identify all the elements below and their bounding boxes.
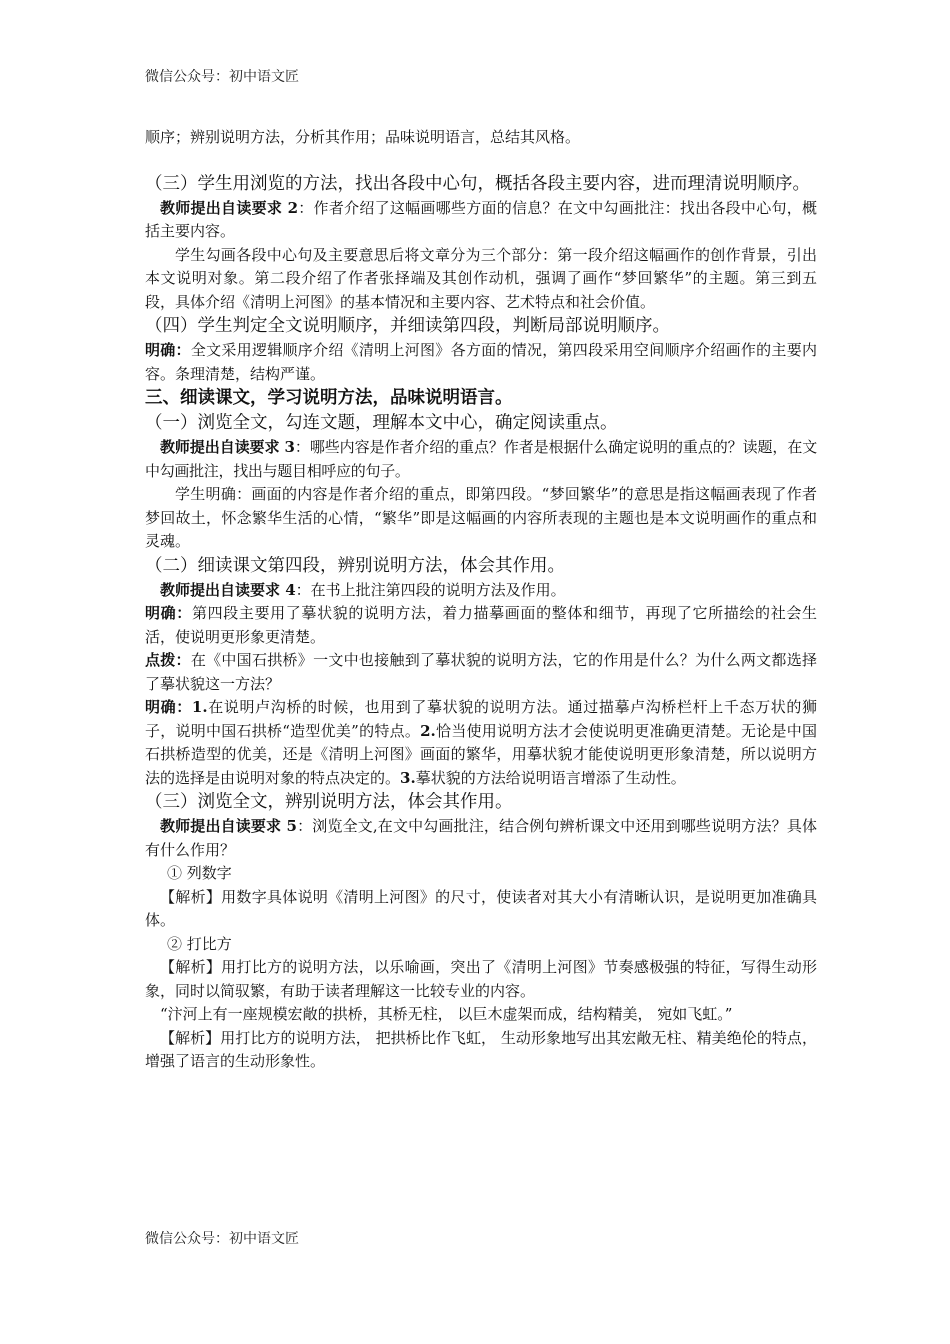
paragraph: 学生勾画各段中心句及主要意思后将文章分为三个部分：第一段介绍这幅画作的创作背景，引出本文说明对象。第二段介绍了作者张择端及其创作动机，强调了画作“梦回繁华”的主题。第三到五段，具体介绍《清明上河图》的基本情况和主要内容、艺术特点和社会价值。 xyxy=(145,245,817,311)
paragraph: 点拨：在《中国石拱桥》一文中也接触到了摹状貌的说明方法，它的作用是什么？为什么两文都选择了摹状貌这一方法？ xyxy=(145,651,817,693)
subheading: （四）学生判定全文说明顺序，并细读第四段，判断局部说明顺序。 xyxy=(145,316,670,336)
bold-label: 教师提出自读要求 4 xyxy=(160,580,296,599)
paragraph: 【解析】用数字具体说明《清明上河图》的尺寸，使读者对其大小有清晰认识，是说明更加准确具体。 xyxy=(145,887,817,929)
paragraph: 明确：全文采用逻辑顺序介绍《清明上河图》各方面的情况，第四段采用空间顺序介绍画作的主要内容。条理清楚，结构严谨。 xyxy=(145,341,817,383)
section-heading: 三、细读课文，学习说明方法，品味说明语言。 xyxy=(145,388,513,408)
bold-label: 明确： xyxy=(145,341,191,359)
subheading: （二）细读课文第四段，辨别说明方法，体会其作用。 xyxy=(145,555,565,576)
paragraph: 【解析】用打比方的说明方法，以乐喻画，突出了《清明上河图》节奏感极强的特征，写得生动形象，同时以简驭繁，有助于读者理解这一比较专业的内容。 xyxy=(145,958,817,1000)
paragraph: 教师提出自读要求 2：作者介绍了这幅画哪些方面的信息？在文中勾画批注：找出各段中心句，概括主要内容。 xyxy=(145,198,817,240)
page-header: 微信公众号：初中语文匠 xyxy=(145,69,299,85)
list-item: ① 列数字 xyxy=(167,864,232,882)
paragraph: 顺序；辨别说明方法，分析其作用；品味说明语言，总结其风格。 xyxy=(145,128,581,146)
bold-label: 教师提出自读要求 2 xyxy=(160,198,299,217)
bold-label: 明确： xyxy=(145,698,192,716)
bold-label: 点拨： xyxy=(145,651,191,669)
page-footer: 微信公众号：初中语文匠 xyxy=(145,1231,299,1247)
paragraph: 教师提出自读要求 5：浏览全文,在文中勾画批注，结合例句辨析课文中还用到哪些说明方法？具体有什么作用？ xyxy=(145,817,817,859)
bold-label: 明确： xyxy=(145,604,192,622)
paragraph: 教师提出自读要求 3：哪些内容是作者介绍的重点？作者是根据什么确定说明的重点的？读题，在文中勾画批注，找出与题目相呼应的句子。 xyxy=(145,438,817,480)
subheading: （一）浏览全文，勾连文题，理解本文中心，确定阅读重点。 xyxy=(145,413,618,433)
document-body xyxy=(145,126,817,1074)
paragraph: 教师提出自读要求 4：在书上批注第四段的说明方法及作用。 xyxy=(160,580,566,599)
subheading: （三）浏览全文，辨别说明方法，体会其作用。 xyxy=(145,792,513,812)
bold-label: 教师提出自读要求 3 xyxy=(160,438,295,456)
bold-label: 教师提出自读要求 5 xyxy=(160,817,297,835)
paragraph: 【解析】用打比方的说明方法， 把拱桥比作飞虹， 生动形象地写出其宏敞无柱、精美绝伦的特点，增强了语言的生动形象性。 xyxy=(145,1028,817,1070)
paragraph: 明确：1.在说明卢沟桥的时候，也用到了摹状貌的说明方法。通过描摹卢沟桥栏杆上千态万状的狮子，说明中国石拱桥“造型优美”的特点。2.恰当使用说明方法才会使说明更准确更清楚。无论是中国石拱桥造型的优美，还是《清明上河图》画面的繁华，用摹状貌才能使说明更形象清楚，所以说明方法的选择是由说明对象的特点决定的。3.摹状貌的方法给说明语言增添了生动性。 xyxy=(145,698,817,787)
quote: “汴河上有一座规模宏敞的拱桥，其桥无柱， 以巨木虚架而成，结构精美， 宛如飞虹。” xyxy=(160,1005,733,1023)
subheading: （三）学生用浏览的方法，找出各段中心句，概括各段主要内容，进而理清说明顺序。 xyxy=(145,173,810,194)
paragraph: 明确：第四段主要用了摹状貌的说明方法，着力描摹画面的整体和细节，再现了它所描绘的社会生活，使说明更形象更清楚。 xyxy=(145,604,817,646)
paragraph: 学生明确：画面的内容是作者介绍的重点，即第四段。“梦回繁华”的意思是指这幅画表现了作者梦回故土，怀念繁华生活的心情，“繁华”即是这幅画的内容所表现的主题也是本文说明画作的重点和灵魂。 xyxy=(145,485,817,550)
list-item: ② 打比方 xyxy=(167,934,232,953)
